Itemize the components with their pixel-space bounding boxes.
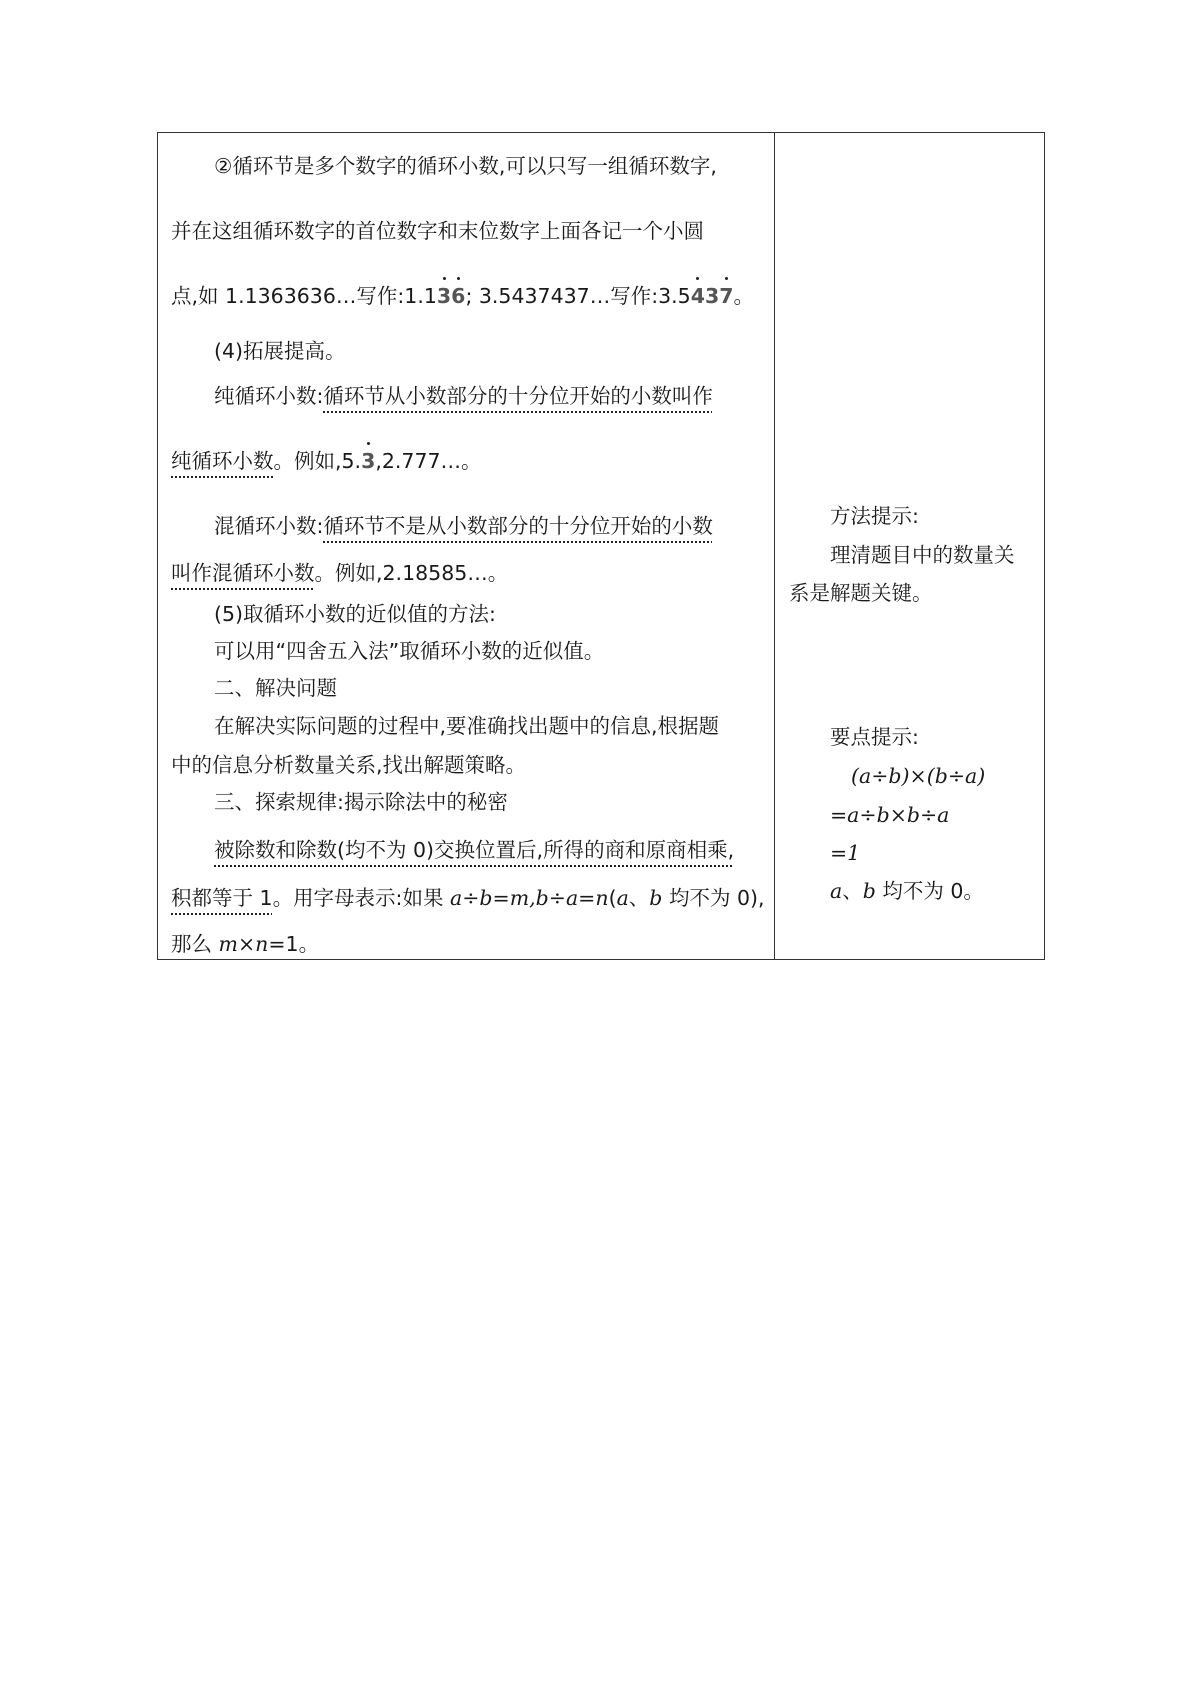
repeating-digit: 6 — [451, 284, 466, 308]
section-heading-extension: (4)拓展提高。 — [214, 339, 346, 363]
definition-mixed-repeating: 混循环小数:循环节不是从小数部分的十分位开始的小数 — [214, 514, 713, 538]
repeating-digit: 3 — [361, 449, 376, 473]
paragraph-line: 中的信息分析数量关系,找出解题策略。 — [171, 753, 527, 777]
method-tip-text: 理清题目中的数量关 — [830, 543, 1015, 567]
section-heading-patterns: 三、探索规律:揭示除法中的秘密 — [214, 790, 508, 814]
digit: 3 — [705, 284, 720, 308]
formula-line: =1 — [830, 841, 861, 865]
paragraph-division-rule-cont: 积都等于 1。用字母表示:如果 a÷b=m,b÷a=n(a、b 均不为 0), — [171, 886, 765, 910]
circled-number-marker: ② — [214, 154, 233, 178]
paragraph-line: 并在这组循环数字的首位数字和末位数字上面各记一个小圆 — [171, 219, 704, 243]
definition-mixed-repeating-cont: 叫作混循环小数。例如,2.18585…。 — [171, 561, 509, 585]
paragraph-division-rule-end: 那么 m×n=1。 — [171, 932, 320, 956]
paragraph-example-line: 点,如 1.1363636…写作:1.136; 3.5437437…写作:3.5437。 — [171, 284, 755, 308]
section-heading-problem-solving: 二、解决问题 — [214, 676, 337, 700]
repeating-digit: 7 — [719, 284, 734, 308]
method-tip-title: 方法提示: — [830, 504, 919, 528]
definition-pure-repeating: 纯循环小数:循环节从小数部分的十分位开始的小数叫作 — [214, 384, 713, 408]
method-tip-text: 系是解题关键。 — [789, 581, 933, 605]
formula-line: =a÷b×b÷a — [830, 803, 950, 827]
repeating-digit: 4 — [690, 284, 705, 308]
paragraph-division-rule: 被除数和除数(均不为 0)交换位置后,所得的商和原商相乘, — [214, 838, 735, 862]
paragraph-line: 在解决实际问题的过程中,要准确找出题中的信息,根据题 — [214, 714, 720, 738]
condition-note: a、b 均不为 0。 — [830, 879, 984, 903]
definition-pure-repeating-cont: 纯循环小数。例如,5.3,2.777…。 — [171, 449, 482, 473]
column-divider — [774, 132, 775, 960]
repeating-digit: 3 — [436, 284, 452, 308]
key-point-title: 要点提示: — [830, 725, 919, 749]
paragraph-repeating-decimal-rule: ②循环节是多个数字的循环小数,可以只写一组循环数字, — [214, 154, 717, 178]
section-heading-approximation: (5)取循环小数的近似值的方法: — [214, 602, 496, 626]
paragraph-line: 可以用“四舍五入法”取循环小数的近似值。 — [214, 639, 605, 663]
formula-line: (a÷b)×(b÷a) — [851, 764, 986, 788]
